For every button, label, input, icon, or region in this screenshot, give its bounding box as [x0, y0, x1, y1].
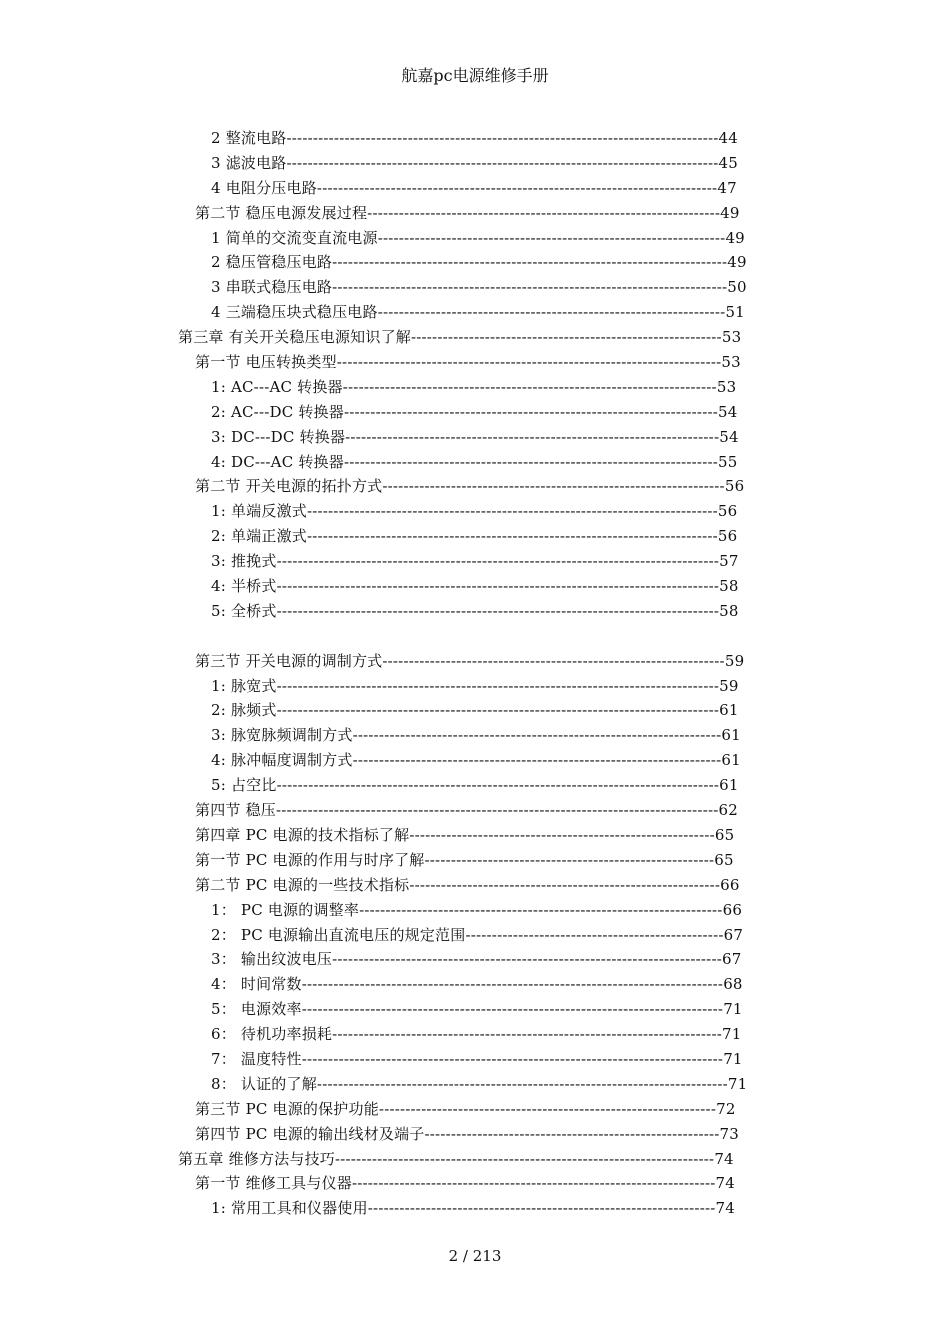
toc-entry-text: [211, 674, 742, 699]
toc-title: 2： PC 电源输出直流电压的规定范围: [211, 925, 466, 944]
toc-entry: [0, 698, 950, 723]
toc-leader: -----------------------------------------------------------------------: [345, 427, 720, 446]
toc-page-number: 45: [718, 153, 739, 172]
toc-entry: [0, 275, 950, 300]
toc-entry: [0, 1047, 950, 1072]
toc-page-number: 56: [717, 527, 738, 546]
toc-entry-text: [211, 275, 747, 300]
toc-leader: ----------------------------------------------------------------------------: [316, 178, 718, 197]
toc-title: 第四节 稳压: [195, 801, 276, 820]
toc-title: 3 串联式稳压电路: [211, 278, 333, 297]
toc-leader: ------------------------------------------------------------------: [377, 228, 726, 247]
toc-leader: ------------------------------------------------------------------------------: [316, 1074, 728, 1093]
toc-entry-text: [211, 499, 741, 524]
toc-page-number: 61: [721, 751, 741, 770]
toc-page-number: 65: [714, 850, 734, 869]
toc-entry-text: [211, 250, 747, 275]
toc-entry: [0, 923, 950, 948]
toc-entry-text: [195, 823, 734, 848]
toc-entry: [0, 1147, 950, 1172]
toc-page-number: 53: [716, 377, 737, 396]
toc-page-number: 58: [719, 577, 739, 596]
toc-entry: [0, 997, 950, 1022]
toc-page-number: 49: [725, 228, 745, 247]
toc-entry-text: [211, 923, 745, 948]
toc-title: 6： 待机功率损耗: [211, 1025, 333, 1044]
toc-leader: --------------------------------------------------------------------------------: [301, 1000, 724, 1019]
toc-title: 5： 电源效率: [211, 1000, 302, 1019]
toc-leader: ------------------------------------------------------------------------------------: [276, 577, 720, 596]
toc-entry: [0, 176, 950, 201]
toc-title: 7： 温度特性: [211, 1049, 302, 1068]
toc-title: 1: 常用工具和仪器使用: [211, 1199, 368, 1218]
toc-leader: ------------------------------------------------------------------------------------: [276, 601, 720, 620]
toc-leader: ------------------------------------------------------------------------------------: [276, 552, 720, 571]
toc-leader: ------------------------------------------------------------------------------------: [276, 776, 720, 795]
toc-entry: [0, 300, 950, 325]
toc-title: 2 稳压管稳压电路: [211, 253, 333, 272]
toc-entry: [0, 873, 950, 898]
toc-page-number: 71: [721, 1025, 742, 1044]
toc-page-number: 53: [721, 328, 742, 347]
toc-leader: --------------------------------------------------------------------------------: [301, 1049, 724, 1068]
toc-title: 第三章 有关开关稳压电源知识了解: [178, 328, 411, 347]
toc-title: 1: 单端反激式: [211, 502, 307, 521]
toc-entry: [0, 400, 950, 425]
toc-entry: [0, 126, 950, 151]
toc-entry-text: [211, 400, 740, 425]
page-number: 2 / 213: [448, 1247, 502, 1265]
toc-entry: [0, 226, 950, 251]
toc-entry-text: [211, 599, 741, 624]
toc-page-number: 74: [714, 1149, 734, 1168]
toc-leader: -----------------------------------------------------------------------: [342, 377, 717, 396]
toc-entry: [0, 450, 950, 475]
toc-leader: ----------------------------------------------------------------------------------: [286, 153, 719, 172]
toc-title: 第四章 PC 电源的技术指标了解: [195, 825, 410, 844]
toc-page-number: 71: [723, 1049, 743, 1068]
toc-entry-text: [211, 450, 740, 475]
toc-page-number: 68: [723, 975, 743, 994]
toc-entry-text: [211, 748, 742, 773]
toc-leader: ---------------------------------------------------------------------------: [332, 253, 728, 272]
toc-page-number: 56: [717, 502, 738, 521]
toc-title: 2: 单端正激式: [211, 527, 307, 546]
toc-entry: [0, 823, 950, 848]
toc-entry: [0, 1022, 950, 1047]
toc-page-number: 61: [719, 776, 739, 795]
toc-page-number: 71: [727, 1074, 748, 1093]
toc-page-number: 51: [725, 303, 745, 322]
toc-entry: [0, 201, 950, 226]
toc-page-number: 59: [719, 676, 739, 695]
toc-title: 3 滤波电路: [211, 153, 287, 172]
toc-entry: [0, 848, 950, 873]
toc-title: 4: 脉冲幅度调制方式: [211, 751, 353, 770]
toc-page-number: 47: [717, 178, 737, 197]
toc-entry: [0, 325, 950, 350]
toc-entry-text: [211, 126, 741, 151]
toc-entry-text: [211, 1196, 739, 1221]
toc-page-number: 65: [714, 825, 734, 844]
toc-entry-text: [211, 997, 743, 1022]
toc-entry-text: [211, 226, 747, 251]
toc-title: 第四节 PC 电源的输出线材及端子: [195, 1124, 425, 1143]
toc-spacer: [0, 624, 950, 649]
toc-entry: [0, 947, 950, 972]
toc-leader: -----------------------------------------------------------------: [382, 651, 725, 670]
toc-title: 4 电阻分压电路: [211, 178, 317, 197]
toc-entry-text: [211, 898, 745, 923]
toc-leader: -----------------------------------------------------------------------: [343, 402, 719, 421]
toc-title: 4 三端稳压块式稳压电路: [211, 303, 378, 322]
toc-page-number: 49: [720, 203, 740, 222]
toc-title: 第三节 PC 电源的保护功能: [195, 1099, 379, 1118]
toc-entry-text: [211, 425, 740, 450]
toc-entry: [0, 524, 950, 549]
toc-entry: [0, 674, 950, 699]
toc-title: 1 简单的交流变直流电源: [211, 228, 378, 247]
toc-page-number: 71: [723, 1000, 743, 1019]
toc-leader: -------------------------------------------------: [465, 925, 724, 944]
toc-leader: -------------------------------------------------------------------------: [336, 353, 722, 372]
toc-page-number: 73: [719, 1124, 740, 1143]
toc-title: 3: 脉宽脉频调制方式: [211, 726, 353, 745]
toc-page-number: 74: [715, 1199, 735, 1218]
toc-leader: ------------------------------------------------------------------------: [334, 1149, 715, 1168]
toc-entry: [0, 1072, 950, 1097]
toc-leader: ---------------------------------------------------------------------------: [332, 278, 728, 297]
toc-entry: [0, 773, 950, 798]
toc-page-number: 44: [718, 129, 739, 147]
toc-page-number: 74: [715, 1174, 736, 1193]
toc-entry-text: [211, 773, 742, 798]
toc-title: 3: 推挽式: [211, 552, 277, 571]
toc-entry-text: [211, 1022, 743, 1047]
toc-entry: [0, 599, 950, 624]
toc-page-number: 66: [722, 900, 743, 919]
toc-entry: [0, 748, 950, 773]
page-header: 航嘉pc电源维修手册: [401, 66, 549, 85]
toc-title: 1： PC 电源的调整率: [211, 900, 360, 919]
toc-title: 5: 全桥式: [211, 601, 277, 620]
toc-page-number: 49: [727, 253, 747, 272]
toc-page-number: 67: [721, 950, 742, 969]
toc-entry-text: [195, 649, 746, 674]
toc-entry-text: [195, 1097, 736, 1122]
toc-leader: -----------------------------------------------------------: [409, 875, 721, 894]
toc-page-number: 54: [718, 402, 738, 421]
toc-entry: [0, 798, 950, 823]
toc-entry-text: [195, 474, 747, 499]
toc-entry-text: [211, 176, 741, 201]
toc-entry-text: [211, 1047, 743, 1072]
toc-title: 8： 认证的了解: [211, 1074, 317, 1093]
toc-page-number: 67: [723, 925, 744, 944]
toc-page-number: 59: [724, 651, 745, 670]
toc-title: 4： 时间常数: [211, 975, 302, 994]
toc-title: 5: 占空比: [211, 776, 277, 795]
toc-entry: [0, 898, 950, 923]
toc-entry: [0, 649, 950, 674]
toc-title: 4: 半桥式: [211, 577, 277, 596]
toc-leader: ----------------------------------------------------------------: [378, 1099, 717, 1118]
toc-entry-text: [211, 549, 741, 574]
toc-entry-text: [195, 873, 741, 898]
toc-page-number: 72: [716, 1099, 736, 1118]
toc-leader: ------------------------------------------------------------------: [367, 1199, 716, 1218]
toc-page-number: 66: [720, 875, 740, 894]
toc-leader: ------------------------------------------------------------------------------------: [275, 801, 719, 820]
toc-entry-text: [211, 524, 741, 549]
toc-entry: [0, 375, 950, 400]
toc-entry-text: [211, 698, 742, 723]
toc-title: 1: 脉宽式: [211, 676, 277, 695]
toc-leader: -----------------------------------------------------------------------: [343, 452, 719, 471]
toc-entry-text: [195, 1171, 738, 1196]
toc-entry-text: [195, 798, 739, 823]
toc-leader: --------------------------------------------------------------------------------: [301, 975, 724, 994]
toc-leader: -------------------------------------------------------------------: [367, 203, 721, 222]
toc-entry-text: [211, 1072, 749, 1097]
toc-page-number: 62: [718, 801, 739, 820]
toc-leader: ----------------------------------------------------------------------------------: [286, 129, 719, 147]
toc-entry: [0, 1171, 950, 1196]
toc-leader: --------------------------------------------------------------------------: [332, 950, 722, 969]
toc-entry: [0, 1122, 950, 1147]
toc-title: 2: 脉频式: [211, 701, 277, 720]
toc-page-number: 50: [727, 278, 747, 297]
toc-entry-text: [195, 201, 744, 226]
toc-entry-text: [211, 723, 742, 748]
toc-entry-text: [211, 947, 743, 972]
toc-entry: [0, 250, 950, 275]
toc-page-number: 58: [719, 601, 739, 620]
table-of-contents: [0, 126, 950, 1221]
toc-entry-text: [211, 574, 741, 599]
toc-title: 第一节 维修工具与仪器: [195, 1174, 352, 1193]
toc-entry: [0, 1196, 950, 1221]
toc-title: 第一节 PC 电源的作用与时序了解: [195, 850, 425, 869]
toc-page-number: 61: [719, 701, 739, 720]
toc-page-number: 56: [724, 477, 745, 496]
toc-leader: ---------------------------------------------------------------------: [351, 1174, 716, 1193]
toc-title: 第二节 PC 电源的一些技术指标: [195, 875, 410, 894]
toc-entry-text: [195, 1122, 741, 1147]
toc-title: 第一节 电压转换类型: [195, 353, 337, 372]
toc-title: 第三节 开关电源的调制方式: [195, 651, 383, 670]
toc-entry-text: [195, 848, 735, 873]
toc-leader: ----------------------------------------------------------: [409, 825, 715, 844]
toc-title: 2 整流电路: [211, 129, 287, 147]
toc-entry-text: [211, 300, 747, 325]
toc-entry: [0, 425, 950, 450]
toc-leader: -----------------------------------------------------------: [410, 328, 722, 347]
toc-leader: ----------------------------------------------------------------------: [352, 726, 722, 745]
toc-page-number: 54: [719, 427, 739, 446]
toc-leader: ------------------------------------------------------------------: [377, 303, 726, 322]
toc-title: 4: DC---AC 转换器: [211, 452, 344, 471]
toc-leader: ------------------------------------------------------------------------------: [306, 502, 718, 521]
toc-entry-text: [211, 375, 740, 400]
toc-entry-text: [178, 1147, 738, 1172]
toc-leader: ------------------------------------------------------------------------------: [306, 527, 718, 546]
toc-leader: ------------------------------------------------------------------------------------: [276, 701, 720, 720]
toc-entry: [0, 1097, 950, 1122]
toc-entry: [0, 972, 950, 997]
toc-entry: [0, 574, 950, 599]
toc-title: 2: AC---DC 转换器: [211, 402, 344, 421]
toc-entry: [0, 151, 950, 176]
toc-leader: -----------------------------------------------------------------: [382, 477, 725, 496]
toc-title: 第五章 维修方法与技巧: [178, 1149, 335, 1168]
toc-entry: [0, 499, 950, 524]
toc-entry-text: [211, 151, 741, 176]
toc-title: 3: DC---DC 转换器: [211, 427, 346, 446]
toc-page-number: 55: [718, 452, 738, 471]
toc-page-number: 53: [721, 353, 741, 372]
toc-title: 第二节 稳压电源发展过程: [195, 203, 368, 222]
toc-entry: [0, 474, 950, 499]
toc-entry: [0, 723, 950, 748]
toc-leader: ------------------------------------------------------------------------------------: [276, 676, 720, 695]
toc-page-number: 61: [721, 726, 741, 745]
toc-entry-text: [211, 972, 743, 997]
toc-leader: ----------------------------------------------------------------------: [352, 751, 722, 770]
toc-title: 第二节 开关电源的拓扑方式: [195, 477, 383, 496]
toc-title: 3： 输出纹波电压: [211, 950, 333, 969]
toc-leader: --------------------------------------------------------------------------: [332, 1025, 722, 1044]
toc-leader: ---------------------------------------------------------------------: [359, 900, 723, 919]
toc-title: 1: AC---AC 转换器: [211, 377, 343, 396]
toc-leader: --------------------------------------------------------: [424, 1124, 720, 1143]
toc-entry-text: [178, 325, 745, 350]
toc-entry: [0, 350, 950, 375]
toc-entry: [0, 549, 950, 574]
toc-page-number: 57: [719, 552, 739, 571]
toc-leader: -------------------------------------------------------: [424, 850, 715, 869]
toc-entry-text: [195, 350, 745, 375]
